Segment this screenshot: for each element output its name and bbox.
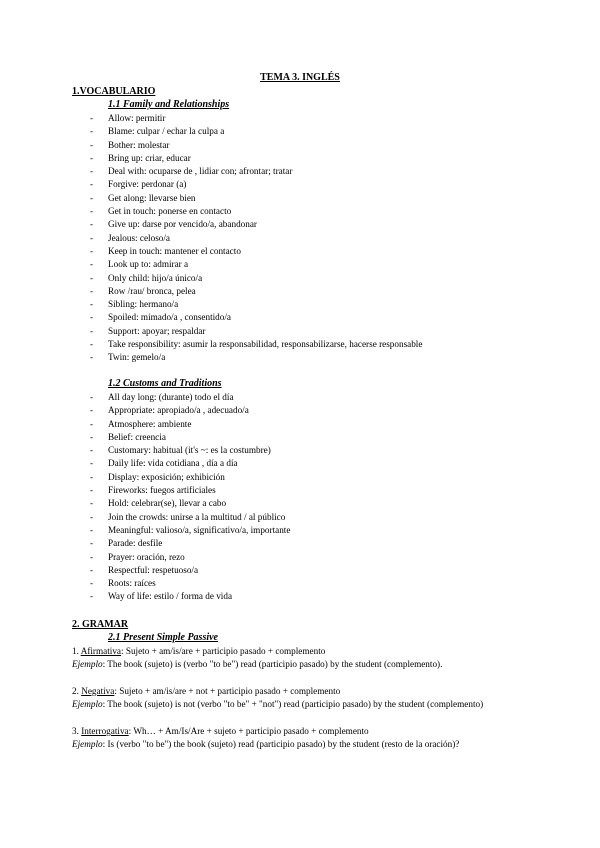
bullet-dash: - [90, 192, 94, 203]
vocab-item-text: Deal with: ocuparse de , lidiar con; afrontar; tratar [108, 166, 293, 177]
bullet-dash: - [90, 113, 94, 123]
example-negative [72, 698, 572, 711]
rule-number: 2. [72, 686, 79, 696]
vocab-item-text: Atmosphere: ambiente [108, 418, 192, 429]
vocab-item-text: Appropriate: apropiado/a , adecuado/a [108, 405, 249, 416]
vocab-item-text: Forgive: perdonar (a) [108, 179, 187, 190]
example-text: : The book (sujeto) is (verbo "to be") read (participio pasado) by the student (complemento). [102, 659, 443, 669]
bullet-dash: - [90, 498, 94, 509]
bullet-dash: - [90, 152, 94, 163]
rule-formula: : Sujeto + am/is/are + not + participio pasado + complemento [114, 686, 341, 696]
vocab-item-text: Fireworks: fuegos artificiales [108, 485, 216, 496]
vocab-item-text: Only child: hijo/a único/a [108, 272, 203, 283]
bullet-dash: - [90, 219, 94, 230]
bullet-dash: - [90, 339, 94, 350]
bullet-dash: - [90, 405, 94, 416]
bullet-dash: - [90, 578, 94, 589]
vocab-item-text: Get in touch: ponerse en contacto [108, 206, 232, 217]
bullet-dash: - [90, 445, 94, 456]
vocab-item-text: All day long: (durante) todo el día [108, 392, 234, 402]
vocab-item-text: Customary: habitual (it's ~: es la costumbre) [108, 445, 271, 456]
vocab-item-text: Blame: culpar / echar la culpa a [108, 126, 225, 137]
vocab-item-text: Jealous: celoso/a [108, 232, 170, 243]
bullet-dash: - [90, 564, 94, 575]
bullet-dash: - [90, 524, 94, 535]
example-text: : Is (verbo "to be") the book (sujeto) read (participio pasado) by the student (resto de la oración)? [102, 739, 460, 749]
vocab-item-text: Take responsibility: asumir la responsabilidad, responsabilizarse, hacerse responsable [108, 339, 423, 350]
bullet-dash: - [90, 299, 94, 310]
vocab-item-text: Get along: llevarse bien [108, 192, 196, 203]
vocab-item-text: Respectful: respetuoso/a [108, 564, 199, 575]
bullet-dash: - [90, 232, 94, 243]
bullet-dash: - [90, 206, 94, 217]
vocab-item-text: Parade: desfile [108, 538, 163, 549]
bullet-dash: - [90, 458, 94, 469]
vocab-item-text: Look up to: admirar a [108, 259, 189, 270]
bullet-dash: - [90, 591, 94, 602]
vocab-item-text: Belief: creencia [108, 431, 166, 442]
vocab-item-text: Twin: gemelo/a [108, 352, 166, 363]
bullet-dash: - [90, 285, 94, 296]
bullet-dash: - [90, 166, 94, 177]
vocab-item-text: Prayer: oración, rezo [108, 551, 185, 562]
bullet-dash: - [90, 352, 94, 363]
rule-label: Afirmativa [80, 646, 121, 656]
vocab-item-text: Row /rau/ bronca, pelea [108, 285, 196, 296]
vocab-item-text: Support: apoyar; respaldar [108, 325, 206, 336]
bullet-dash: - [90, 431, 94, 442]
vocab-item-text: Bring up: criar, educar [108, 152, 191, 163]
rule-affirmative [72, 645, 572, 658]
rule-number: 3. [72, 726, 79, 736]
vocab-item-text: Display: exposición; exhibición [108, 471, 225, 482]
present-simple-passive-heading: 2.1 Present Simple Passive [108, 632, 218, 643]
rule-label: Interrogativa [81, 726, 129, 736]
rule-negative [72, 685, 572, 698]
vocab-item-text: Allow: permitir [108, 113, 166, 123]
vocab-item-text: Hold: celebrar(se), llevar a cabo [108, 498, 227, 509]
example-affirmative [72, 658, 572, 671]
vocab-item-text: Keep in touch: mantener el contacto [108, 245, 241, 256]
vocab-item-text: Daily life: vida cotidiana , día a día [108, 458, 238, 469]
bullet-dash: - [90, 485, 94, 496]
vocab-item-text: Bother: molestar [108, 139, 170, 150]
vocab-item-text: Sibling: hermano/a [108, 299, 179, 310]
bullet-dash: - [90, 272, 94, 283]
bullet-dash: - [90, 538, 94, 549]
example-interrogative [72, 738, 572, 751]
vocab-item-text: Way of life: estilo / forma de vida [108, 591, 233, 602]
rule-formula: : Sujeto + am/is/are + participio pasado + complemento [121, 646, 326, 656]
document-title: TEMA 3. INGLÉS [260, 72, 340, 83]
bullet-dash: - [90, 418, 94, 429]
rule-interrogative [72, 725, 572, 738]
bullet-dash: - [90, 312, 94, 323]
bullet-dash: - [90, 139, 94, 150]
vocabulary-heading: 1.VOCABULARIO [72, 86, 156, 97]
example-label: Ejemplo [72, 699, 103, 709]
example-text: : The book (sujeto) is not (verbo "to be" + "not") read (participio pasado) by the student (complemento) [102, 699, 484, 709]
rule-number: 1. [72, 646, 79, 656]
rule-label: Negativa [81, 686, 115, 696]
family-heading: 1.1 Family and Relationships [108, 99, 230, 110]
vocab-item-text: Give up: darse por vencido/a, abandonar [108, 219, 257, 230]
bullet-dash: - [90, 126, 94, 137]
bullet-dash: - [90, 511, 94, 522]
bullet-dash: - [90, 179, 94, 190]
bullet-dash: - [90, 471, 94, 482]
bullet-dash: - [90, 259, 94, 270]
example-label: Ejemplo [72, 659, 103, 669]
customs-heading: 1.2 Customs and Traditions [108, 378, 222, 389]
example-label: Ejemplo [72, 739, 103, 749]
bullet-dash: - [90, 245, 94, 256]
bullet-dash: - [90, 325, 94, 336]
vocab-item-text: Join the crowds: unirse a la multitud / al público [108, 511, 286, 522]
vocab-item-text: Roots: raíces [108, 578, 156, 589]
grammar-heading: 2. GRAMAR [72, 619, 129, 630]
bullet-dash: - [90, 392, 94, 402]
bullet-dash: - [90, 551, 94, 562]
vocab-item-text: Meaningful: valioso/a, significativo/a, importante [108, 524, 291, 535]
rule-formula: : Wh… + Am/Is/Are + sujeto + participio pasado + complemento [128, 726, 369, 736]
vocab-item-text: Spoiled: mimado/a , consentido/a [108, 312, 231, 323]
